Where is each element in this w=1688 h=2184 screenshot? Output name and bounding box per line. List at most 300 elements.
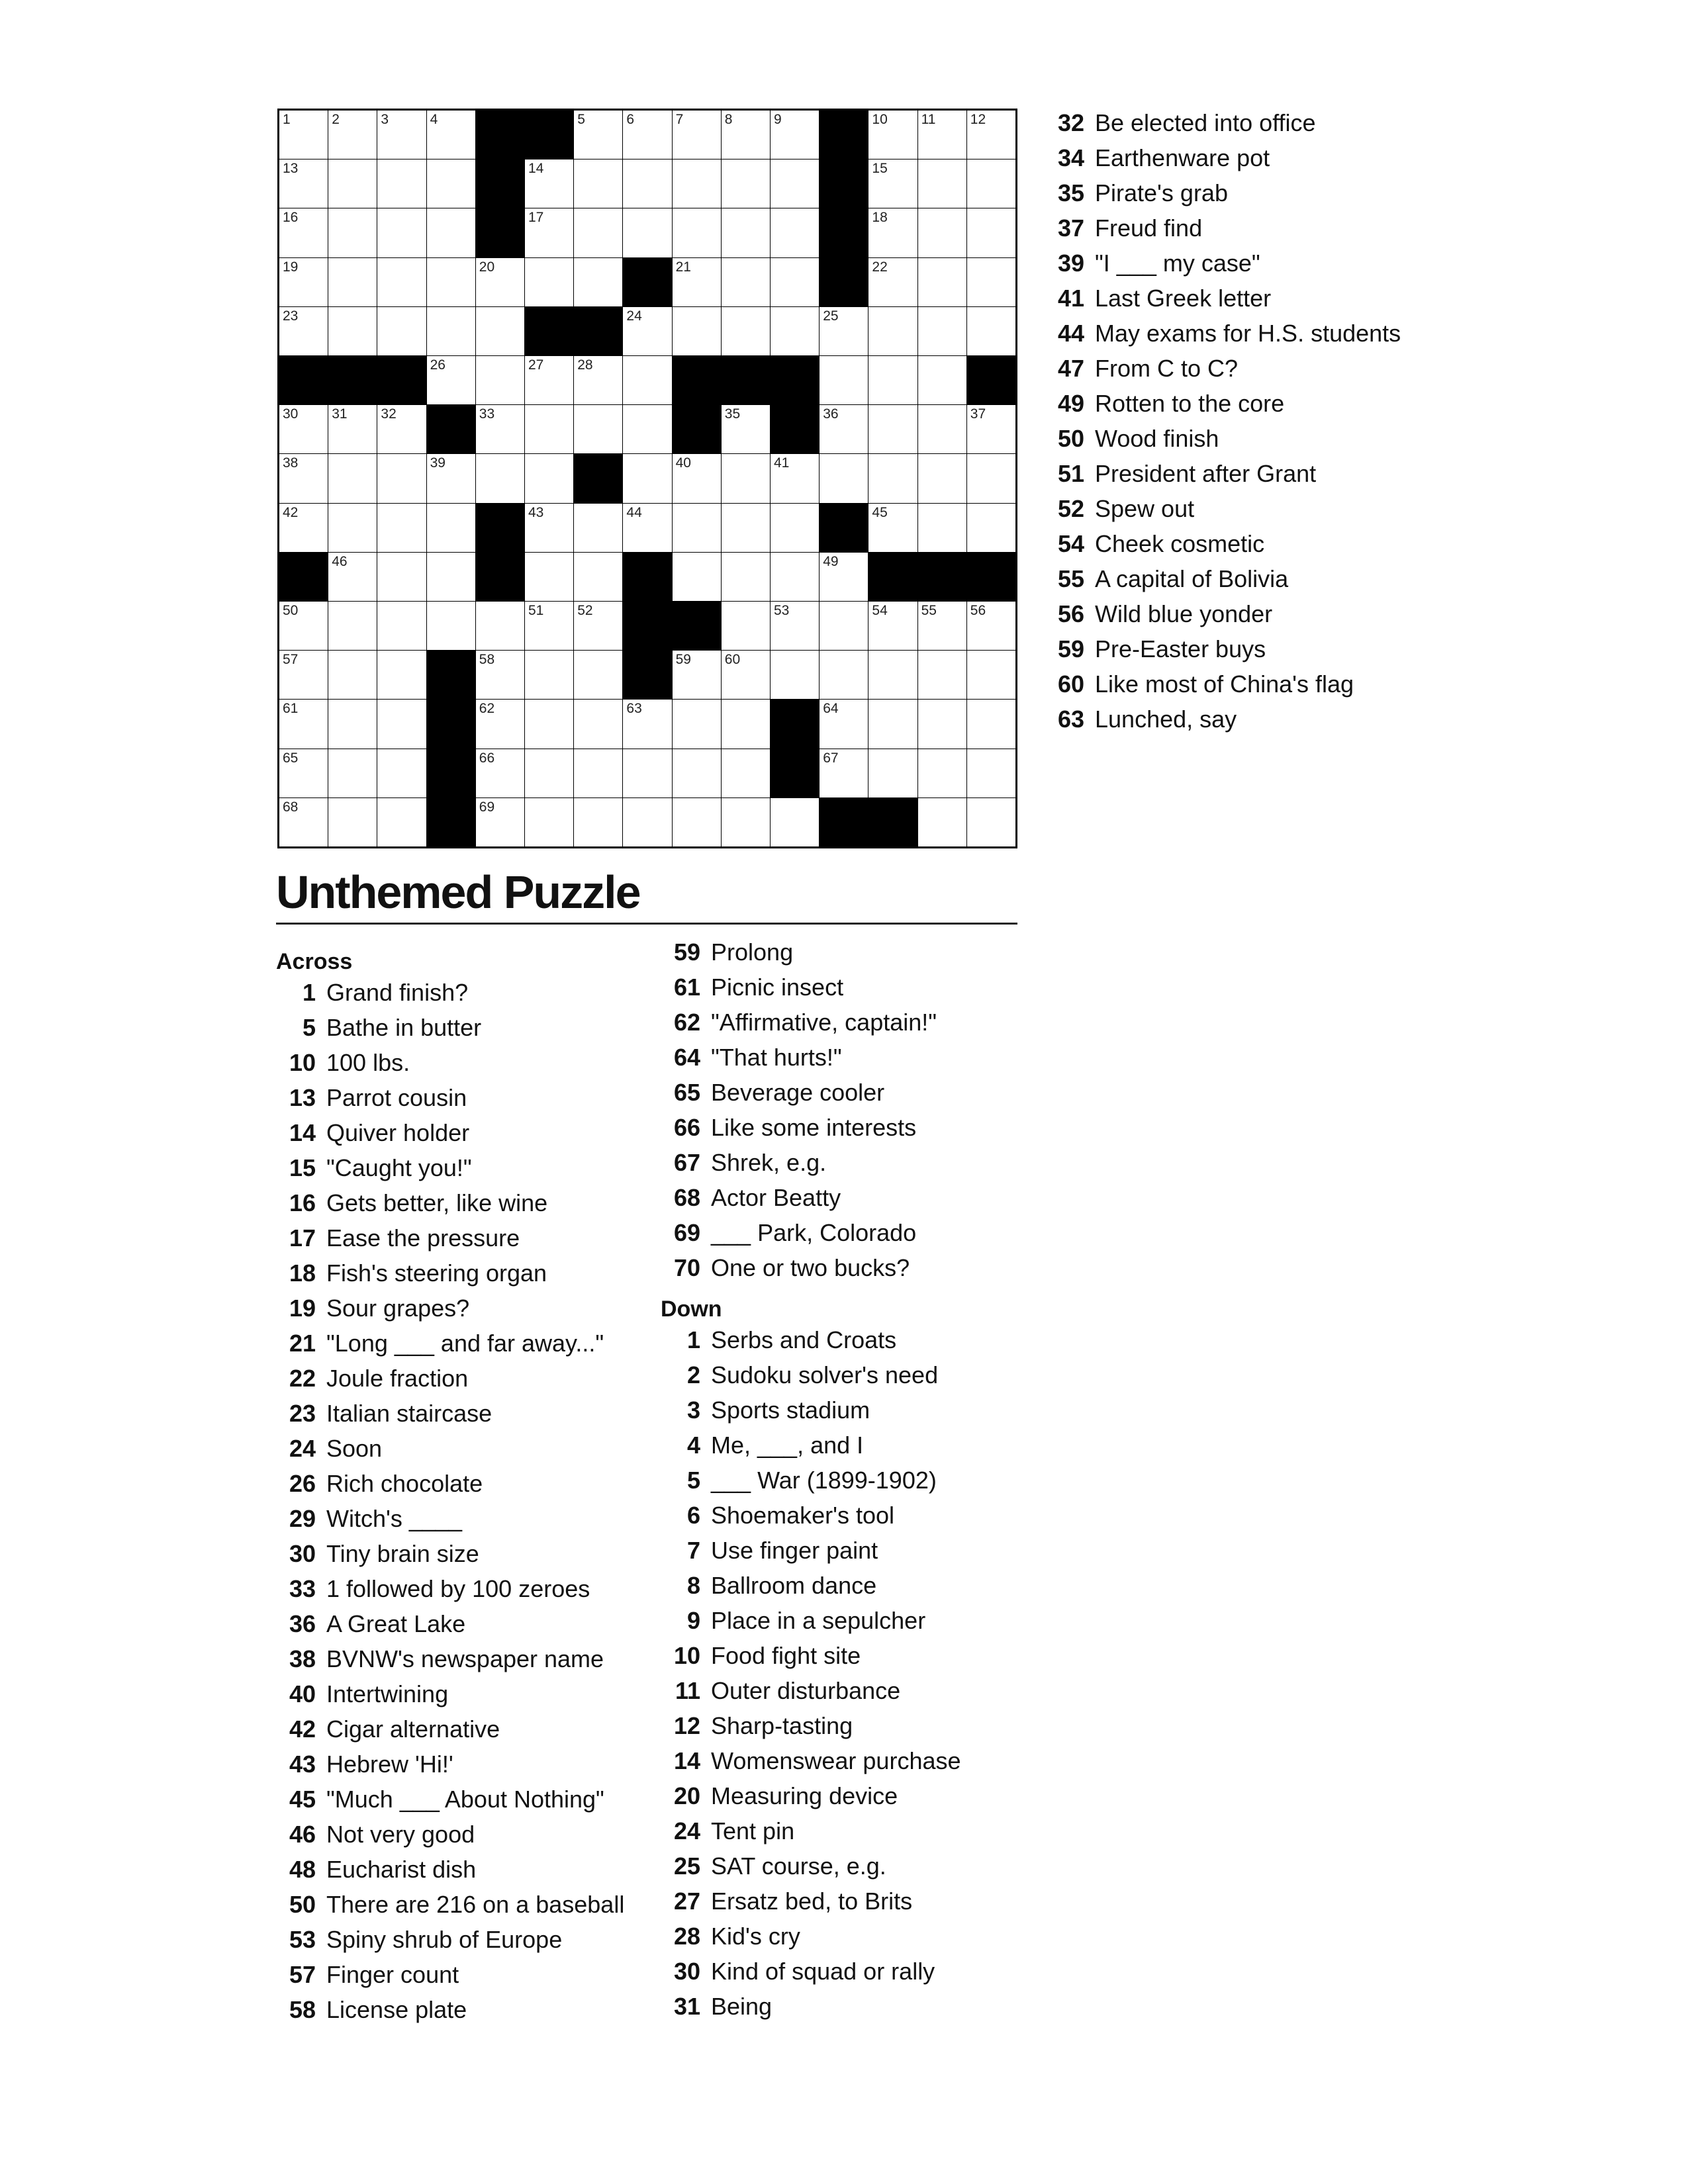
clue-text: Pirate's grab [1095,179,1228,206]
grid-cell[interactable] [868,307,917,355]
grid-cell[interactable] [328,258,377,306]
clue-item[interactable] [276,1291,624,1326]
black-square [820,258,868,306]
grid-cell[interactable] [574,700,622,748]
grid-cell[interactable] [476,405,524,453]
clue-item[interactable] [661,1919,961,1954]
grid-cell[interactable] [525,504,573,552]
clue-item[interactable] [276,1992,624,2027]
clue-item[interactable] [661,1428,961,1463]
clue-item[interactable] [276,1115,624,1150]
grid-cell[interactable] [771,454,819,502]
grid-cell[interactable] [771,258,819,306]
clue-item[interactable] [276,1255,624,1291]
grid-cell[interactable] [574,208,622,257]
down-heading: Down [661,1297,722,1322]
grid-cell[interactable] [918,405,966,453]
grid-cell[interactable] [918,159,966,208]
grid-cell[interactable] [328,504,377,552]
grid-cell[interactable] [525,454,573,502]
grid-cell[interactable] [820,454,868,502]
grid-cell[interactable] [771,307,819,355]
grid-cell[interactable] [279,405,328,453]
clue-text: Bathe in butter [326,1014,482,1041]
grid-cell[interactable] [476,307,524,355]
grid-cell[interactable] [574,111,622,159]
grid-cell[interactable] [673,553,721,601]
grid-cell[interactable] [328,405,377,453]
grid-cell[interactable] [279,159,328,208]
grid-cell[interactable] [673,651,721,699]
clue-number: 51 [1057,460,1084,487]
grid-cell[interactable] [820,553,868,601]
clue-item[interactable] [1045,456,1401,491]
grid-cell[interactable] [918,504,966,552]
clue-item[interactable] [276,1817,624,1852]
clue-item[interactable] [1045,175,1401,210]
grid-cell[interactable] [279,258,328,306]
grid-cell[interactable] [623,159,671,208]
grid-cell[interactable] [967,700,1015,748]
grid-cell[interactable] [427,504,475,552]
grid-cell[interactable] [868,356,917,404]
grid-cell[interactable] [377,111,426,159]
grid-cell[interactable] [328,208,377,257]
grid-cell[interactable] [427,454,475,502]
clue-item[interactable] [661,1884,961,1919]
clue-item[interactable] [661,1673,961,1708]
grid-cell[interactable] [328,307,377,355]
grid-cell[interactable] [427,111,475,159]
clue-number: 10 [289,1049,316,1076]
clue-item[interactable] [276,1922,624,1957]
grid-cell[interactable] [722,454,770,502]
clue-item[interactable] [276,1571,624,1606]
grid-cell[interactable] [623,749,671,797]
grid-cell[interactable] [525,749,573,797]
grid-cell[interactable] [623,798,671,846]
grid-cell[interactable] [328,749,377,797]
grid-cell[interactable] [722,504,770,552]
grid-cell[interactable] [771,111,819,159]
grid-cell[interactable] [673,208,721,257]
grid-cell[interactable] [574,798,622,846]
grid-cell[interactable] [967,208,1015,257]
grid-cell[interactable] [918,749,966,797]
grid-cell[interactable] [623,504,671,552]
grid-cell[interactable] [967,651,1015,699]
grid-cell[interactable] [967,798,1015,846]
grid-cell[interactable] [722,700,770,748]
grid-cell[interactable] [525,700,573,748]
grid-cell[interactable] [868,258,917,306]
clue-item[interactable] [661,1498,961,1533]
grid-cell[interactable] [476,798,524,846]
grid-cell[interactable] [525,356,573,404]
grid-cell[interactable] [722,159,770,208]
grid-cell[interactable] [279,700,328,748]
grid-cell[interactable] [820,700,868,748]
grid-cell[interactable] [771,602,819,650]
grid-cell[interactable] [868,651,917,699]
grid-cell[interactable] [377,258,426,306]
grid-cell[interactable] [771,504,819,552]
clue-item[interactable] [276,1711,624,1747]
grid-cell[interactable] [918,208,966,257]
grid-cell[interactable] [967,258,1015,306]
clue-item[interactable] [661,1110,961,1145]
grid-cell[interactable] [328,700,377,748]
grid-cell[interactable] [328,798,377,846]
cell-number: 4 [430,112,438,127]
clue-item[interactable] [661,1322,961,1357]
clue-item[interactable] [276,1852,624,1887]
grid-cell[interactable] [918,356,966,404]
clue-number: 28 [673,1923,700,1950]
clue-text: Earthenware pot [1095,144,1270,171]
clue-item[interactable] [661,1533,961,1568]
grid-cell[interactable] [868,159,917,208]
grid-cell[interactable] [820,651,868,699]
grid-cell[interactable] [918,700,966,748]
grid-cell[interactable] [328,111,377,159]
clue-text: Lunched, say [1095,705,1237,733]
grid-cell[interactable] [918,651,966,699]
grid-cell[interactable] [771,651,819,699]
grid-cell[interactable] [525,208,573,257]
clue-item[interactable] [1045,140,1401,175]
clue-item[interactable] [1045,105,1401,140]
clue-text: "Affirmative, captain!" [711,1009,937,1036]
clue-item[interactable] [661,1215,961,1250]
grid-cell[interactable] [279,504,328,552]
grid-cell[interactable] [868,454,917,502]
grid-cell[interactable] [918,307,966,355]
clue-item[interactable] [276,1641,624,1676]
grid-cell[interactable] [673,111,721,159]
grid-cell[interactable] [771,159,819,208]
grid-cell[interactable] [377,307,426,355]
grid-cell[interactable] [279,602,328,650]
clue-item[interactable] [661,934,961,970]
grid-cell[interactable] [820,602,868,650]
grid-cell[interactable] [427,602,475,650]
grid-cell[interactable] [820,307,868,355]
clue-item[interactable] [276,1326,624,1361]
grid-cell[interactable] [328,651,377,699]
grid-cell[interactable] [771,553,819,601]
grid-cell[interactable] [623,700,671,748]
clue-item[interactable] [661,1005,961,1040]
clue-item[interactable] [661,1743,961,1778]
grid-cell[interactable] [574,159,622,208]
clue-item[interactable] [1045,316,1401,351]
grid-cell[interactable] [967,749,1015,797]
grid-cell[interactable] [427,307,475,355]
grid-cell[interactable] [279,651,328,699]
clue-item[interactable] [276,1150,624,1185]
grid-cell[interactable] [574,553,622,601]
grid-cell[interactable] [279,749,328,797]
clues-column-2 [661,934,961,2024]
clue-item[interactable] [276,1887,624,1922]
grid-cell[interactable] [377,749,426,797]
grid-cell[interactable] [967,307,1015,355]
grid-cell[interactable] [967,159,1015,208]
clue-item[interactable] [1045,526,1401,561]
grid-cell[interactable] [377,553,426,601]
grid-cell[interactable] [574,602,622,650]
grid-cell[interactable] [722,405,770,453]
grid-cell[interactable] [427,356,475,404]
grid-cell[interactable] [673,504,721,552]
grid-cell[interactable] [525,159,573,208]
clue-number: 43 [289,1751,316,1778]
grid-cell[interactable] [868,504,917,552]
clue-item[interactable] [1045,421,1401,456]
clue-number: 55 [1057,565,1084,592]
grid-cell[interactable] [722,111,770,159]
clue-item[interactable] [1045,351,1401,386]
grid-cell[interactable] [377,208,426,257]
grid-cell[interactable] [476,454,524,502]
grid-cell[interactable] [820,749,868,797]
clue-item[interactable] [1045,596,1401,631]
grid-cell[interactable] [377,405,426,453]
cell-number: 42 [283,504,299,520]
grid-cell[interactable] [623,405,671,453]
grid-cell[interactable] [623,307,671,355]
grid-cell[interactable] [279,454,328,502]
clue-item[interactable] [661,1848,961,1884]
grid-cell[interactable] [918,454,966,502]
grid-cell[interactable] [328,454,377,502]
clue-item[interactable] [661,1040,961,1075]
clue-item[interactable] [661,1638,961,1673]
grid-cell[interactable] [967,602,1015,650]
grid-cell[interactable] [673,454,721,502]
grid-cell[interactable] [673,258,721,306]
grid-cell[interactable] [918,602,966,650]
clue-text: There are 216 on a baseball [326,1891,625,1918]
grid-cell[interactable] [377,454,426,502]
grid-cell[interactable] [722,798,770,846]
grid-cell[interactable] [377,602,426,650]
clue-item[interactable] [661,970,961,1005]
grid-cell[interactable] [427,553,475,601]
grid-cell[interactable] [868,405,917,453]
clue-item[interactable] [661,1357,961,1392]
clue-item[interactable] [276,1010,624,1045]
clue-item[interactable] [276,1606,624,1641]
clue-item[interactable] [276,1747,624,1782]
grid-cell[interactable] [967,405,1015,453]
grid-cell[interactable] [574,749,622,797]
grid-cell[interactable] [427,258,475,306]
grid-cell[interactable] [476,700,524,748]
clue-text: Being [711,1993,773,2020]
clue-item[interactable] [661,1568,961,1603]
clue-item[interactable] [661,1778,961,1813]
grid-cell[interactable] [868,700,917,748]
grid-cell[interactable] [476,651,524,699]
clue-number: 26 [289,1470,316,1497]
grid-cell[interactable] [820,356,868,404]
grid-cell[interactable] [722,208,770,257]
black-square [525,307,573,355]
grid-cell[interactable] [574,504,622,552]
clue-text: Not very good [326,1821,475,1848]
clue-item[interactable] [1045,210,1401,246]
cell-number: 30 [283,406,299,422]
clue-item[interactable] [276,1676,624,1711]
grid-cell[interactable] [722,553,770,601]
clue-item[interactable] [276,975,624,1010]
clue-item[interactable] [661,1145,961,1180]
grid-cell[interactable] [377,159,426,208]
grid-cell[interactable] [918,258,966,306]
clue-number: 14 [289,1119,316,1146]
grid-cell[interactable] [279,798,328,846]
clue-item[interactable] [661,1708,961,1743]
grid-cell[interactable] [967,111,1015,159]
clue-number: 5 [686,1467,700,1494]
grid-cell[interactable] [525,798,573,846]
black-square [476,208,524,257]
grid-cell[interactable] [918,798,966,846]
grid-cell[interactable] [476,258,524,306]
grid-cell[interactable] [525,651,573,699]
grid-cell[interactable] [623,111,671,159]
grid-cell[interactable] [525,258,573,306]
clue-item[interactable] [661,1180,961,1215]
clue-item[interactable] [661,1075,961,1110]
grid-cell[interactable] [868,602,917,650]
cell-number: 38 [283,455,299,471]
clue-item[interactable] [276,1466,624,1501]
clue-item[interactable] [1045,561,1401,596]
grid-cell[interactable] [427,208,475,257]
clue-item[interactable] [276,1220,624,1255]
grid-cell[interactable] [328,602,377,650]
clue-item[interactable] [276,1536,624,1571]
grid-cell[interactable] [771,798,819,846]
grid-cell[interactable] [377,651,426,699]
clue-item[interactable] [661,1603,961,1638]
grid-cell[interactable] [476,602,524,650]
clue-item[interactable] [1045,281,1401,316]
grid-cell[interactable] [525,602,573,650]
clue-item[interactable] [661,1250,961,1285]
grid-cell[interactable] [574,651,622,699]
grid-cell[interactable] [377,700,426,748]
clue-item[interactable] [276,1361,624,1396]
grid-cell[interactable] [967,504,1015,552]
grid-cell[interactable] [427,159,475,208]
grid-cell[interactable] [623,208,671,257]
grid-cell[interactable] [771,208,819,257]
grid-cell[interactable] [377,504,426,552]
clue-number: 18 [289,1259,316,1287]
clue-item[interactable] [1045,702,1401,737]
grid-cell[interactable] [476,356,524,404]
grid-cell[interactable] [868,749,917,797]
clue-item[interactable] [276,1185,624,1220]
clue-text: "Long ___ and far away..." [326,1330,604,1357]
clue-item[interactable] [276,1431,624,1466]
clue-item[interactable] [661,1989,961,2024]
clue-number: 47 [1057,355,1084,382]
clue-number: 50 [1057,425,1084,452]
grid-cell[interactable] [328,553,377,601]
grid-cell[interactable] [673,749,721,797]
grid-cell[interactable] [574,356,622,404]
black-square [574,307,622,355]
grid-cell[interactable] [918,111,966,159]
grid-cell[interactable] [868,208,917,257]
cell-number: 49 [823,553,839,569]
clue-item[interactable] [661,1463,961,1498]
grid-cell[interactable] [673,700,721,748]
grid-cell[interactable] [574,405,622,453]
clue-item[interactable] [661,1954,961,1989]
grid-cell[interactable] [722,651,770,699]
grid-cell[interactable] [623,356,671,404]
clue-item[interactable] [276,1501,624,1536]
clue-item[interactable] [1045,386,1401,421]
clue-text: Rotten to the core [1095,390,1285,417]
grid-cell[interactable] [820,405,868,453]
clue-item[interactable] [276,1396,624,1431]
clue-item[interactable] [276,1080,624,1115]
clue-number: 25 [673,1852,700,1880]
grid-cell[interactable] [279,208,328,257]
clue-item[interactable] [1045,246,1401,281]
clue-item[interactable] [276,1957,624,1992]
grid-cell[interactable] [525,553,573,601]
grid-cell[interactable] [476,749,524,797]
cell-number: 11 [921,112,936,127]
grid-cell[interactable] [967,454,1015,502]
grid-cell[interactable] [623,454,671,502]
clue-item[interactable] [1045,491,1401,526]
clue-item[interactable] [276,1045,624,1080]
grid-cell[interactable] [722,749,770,797]
clue-item[interactable] [1045,666,1401,702]
cell-number: 3 [381,112,389,127]
grid-cell[interactable] [722,258,770,306]
clue-item[interactable] [661,1392,961,1428]
grid-cell[interactable] [722,602,770,650]
grid-cell[interactable] [377,798,426,846]
clue-item[interactable] [1045,631,1401,666]
grid-cell[interactable] [525,405,573,453]
puzzle-title: Unthemed Puzzle [276,866,1017,925]
grid-cell[interactable] [673,307,721,355]
grid-cell[interactable] [574,258,622,306]
grid-cell[interactable] [868,111,917,159]
grid-cell[interactable] [722,307,770,355]
clue-text: Be elected into office [1095,109,1316,136]
clue-item[interactable] [276,1782,624,1817]
grid-cell[interactable] [279,307,328,355]
clue-text: Freud find [1095,214,1203,242]
clue-item[interactable] [661,1813,961,1848]
grid-cell[interactable] [279,111,328,159]
grid-cell[interactable] [673,159,721,208]
grid-cell[interactable] [328,159,377,208]
grid-cell[interactable] [673,798,721,846]
